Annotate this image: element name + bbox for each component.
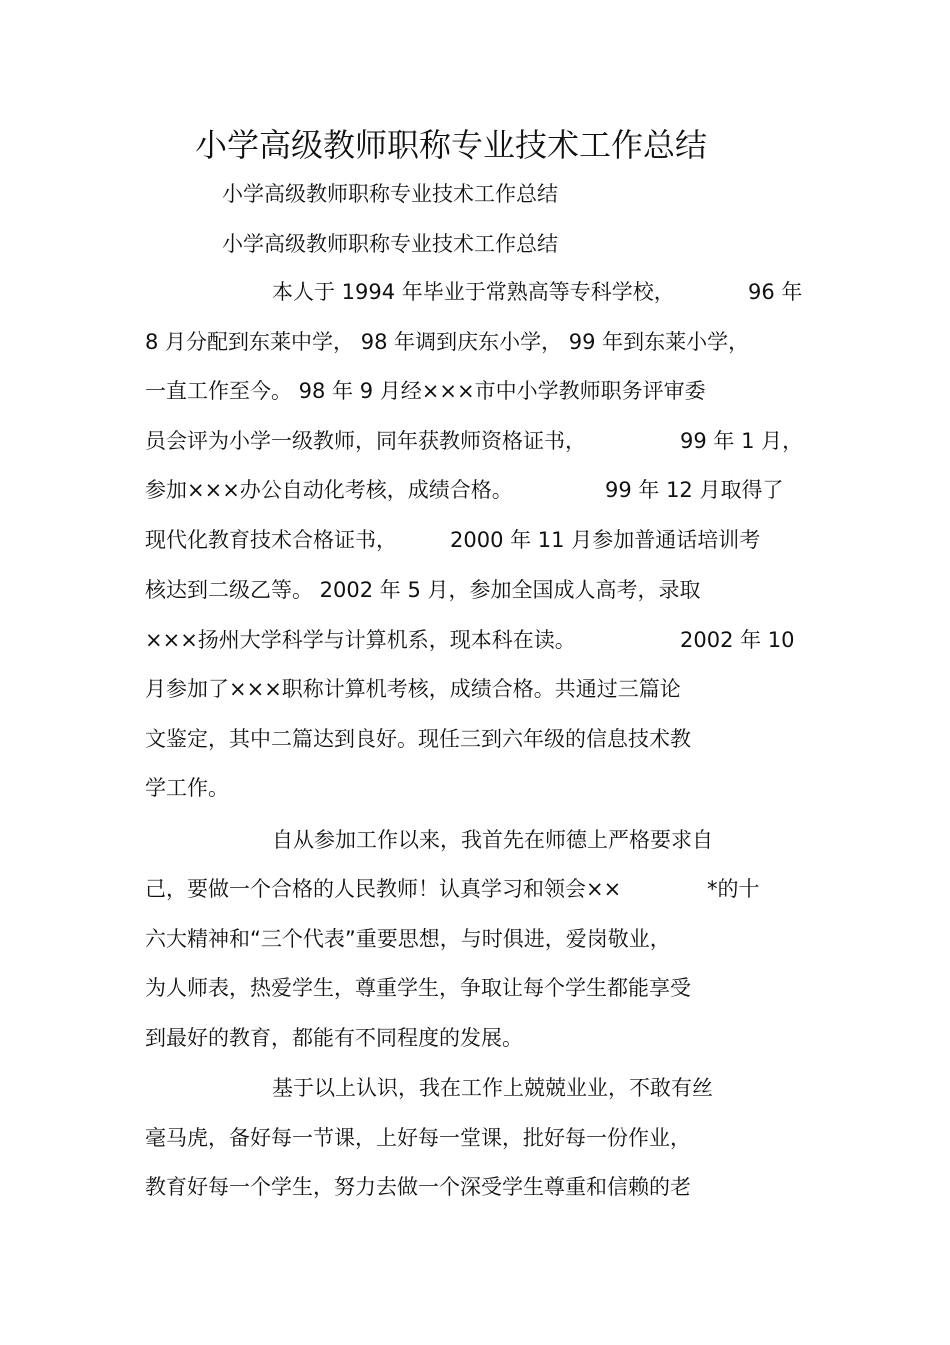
line-segment: 本人于 1994 年毕业于常熟高等专科学校，: [272, 280, 675, 304]
line-segment: 96 年: [748, 280, 803, 304]
subtitle-1: 小学高级教师职称专业技术工作总结: [222, 182, 558, 206]
body-line: [145, 1172, 691, 1202]
body-line: [145, 475, 784, 505]
line-segment: 现代化教育技术合格证书，: [145, 528, 397, 552]
line-segment: 2000 年 11 月参加普通话培训考: [450, 528, 761, 552]
body-line: [145, 874, 760, 904]
body-line: [145, 924, 671, 954]
body-line: [145, 674, 681, 704]
line-segment: 月参加了×××职称计算机考核，成绩合格。共通过三篇论: [145, 677, 681, 701]
body-line: [145, 1023, 523, 1053]
body-line: [145, 724, 691, 754]
body-line: [272, 825, 713, 855]
line-segment: *的十: [707, 877, 760, 901]
line-segment: 员会评为小学一级教师，同年获教师资格证书，: [145, 429, 586, 453]
body-line: [145, 525, 761, 555]
line-segment: 99 年 1 月，: [680, 429, 804, 453]
line-segment: 一直工作至今。 98 年 9 月经×××市中小学教师职务评审委: [145, 379, 706, 403]
line-segment: 自从参加工作以来，我首先在师德上严格要求自: [272, 828, 713, 852]
line-segment: 核达到二级乙等。 2002 年 5 月，参加全国成人高考，录取: [145, 578, 701, 602]
line-segment: 8 月分配到东莱中学， 98 年调到庆东小学， 99 年到东莱小学，: [145, 330, 750, 354]
line-segment: 到最好的教育，都能有不同程度的发展。: [145, 1026, 523, 1050]
body-line: [145, 973, 691, 1003]
body-line: [145, 327, 749, 357]
body-line: [145, 1123, 691, 1153]
line-segment: 99 年 12 月取得了: [605, 478, 784, 502]
line-segment: 参加×××办公自动化考核，成绩合格。: [145, 478, 513, 502]
document-title: 小学高级教师职称专业技术工作总结: [195, 126, 708, 164]
subtitle-2: 小学高级教师职称专业技术工作总结: [222, 232, 558, 256]
line-segment: 学工作。: [145, 776, 229, 800]
body-line: [272, 1073, 713, 1103]
line-segment: 文鉴定，其中二篇达到良好。现任三到六年级的信息技术教: [145, 727, 691, 751]
line-segment: 己，要做一个合格的人民教师！认真学习和领会××: [145, 877, 622, 901]
line-segment: 基于以上认识，我在工作上兢兢业业，不敢有丝: [272, 1076, 713, 1100]
line-segment: 2002 年 10: [680, 628, 795, 652]
body-line: [145, 376, 706, 406]
body-line: [145, 773, 229, 803]
line-segment: ×××扬州大学科学与计算机系，现本科在读。: [145, 628, 576, 652]
body-line: [272, 277, 803, 307]
body-line: [145, 426, 804, 456]
line-segment: 六大精神和“三个代表”重要思想，与时俱进，爱岗敬业，: [145, 927, 671, 951]
line-segment: 毫马虎，备好每一节课，上好每一堂课，批好每一份作业，: [145, 1126, 691, 1150]
body-line: [145, 575, 701, 605]
line-segment: 为人师表，热爱学生，尊重学生，争取让每个学生都能享受: [145, 976, 691, 1000]
body-line: [145, 625, 795, 655]
line-segment: 教育好每一个学生，努力去做一个深受学生尊重和信赖的老: [145, 1175, 691, 1199]
